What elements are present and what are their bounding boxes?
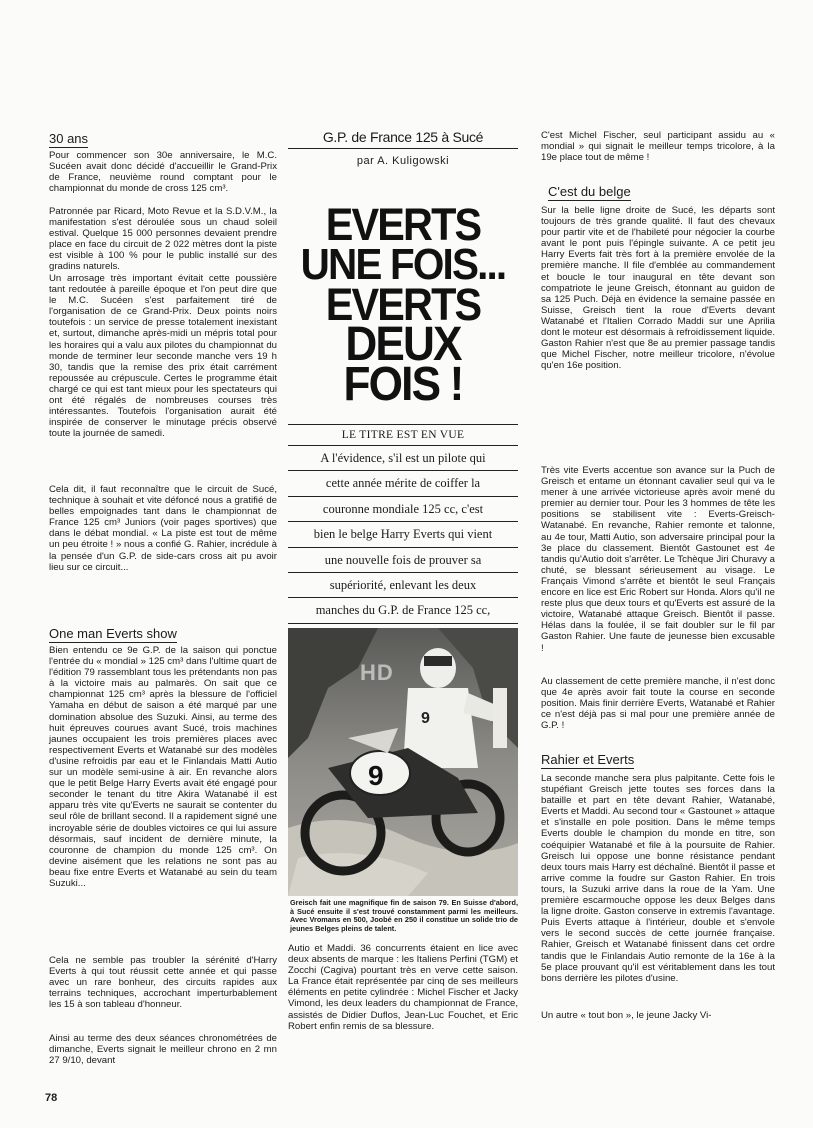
svg-text:9: 9 (368, 760, 384, 791)
lead-title: LE TITRE EST EN VUE (288, 424, 518, 445)
paragraph: Sur la belle ligne droite de Sucé, les départs sont toujours de très grande qualité. Il faut des chevaux pour partir vite et de l'habileté pour négocier la courbe avant le pont puis l'épingle suivante. A ce petit jeu Harry Everts fait très fort à la première envolée de la première manche. Il file d'emblée au commandement et boucle le tour inaugural en tête devant son compatriote le jeune Greisch, étonnant au guidon de sa 125 Puch. Déjà en évidence la semaine passée en Suisse, Greisch tient la roue d'Everts devant Watanabé et l'Italien Corrado Maddi sur une Aprilia dont le moteur est désormais à refroidissement liquide. Gaston Rahier n'est que 8e au premier passage tandis que Michel Fischer, notre meilleur tricolore, n'évolue qu'en 16e position. (541, 205, 775, 372)
lead-line: A l'évidence, s'il est un pilote qui (288, 445, 518, 470)
lead-line: manches du G.P. de France 125 cc, (288, 597, 518, 622)
paragraph: Autio et Maddi. 36 concurrents étaient en lice avec deux absents de marque : les Italiens Perfini (TGM) et Zocchi (Cagiva) pourtant très en verve cette saison. La France était représentée par cinq de ses meilleurs éléments en petite cylindrée : Michel Fischer et Jacky Vimond, les deux leaders du championnat de France, assistés de Didier Duflos, Jean-Luc Fouchet, et Eric Robert enfin remis de sa blessure. (288, 943, 518, 1032)
headline-line: EVERTS (325, 199, 481, 250)
paragraph: La seconde manche sera plus palpitante. Cette fois le stupéfiant Greisch jette toutes ses forces dans la bataille et part en tête devant Rahier, Watanabé, Everts et Maddi. Au second tour « Gastounet » attaque et s'installe en pole position. Dans le même temps Everts double le champion du monde en titre, son coéquipier Watanabé et file à la poursuite de Rahier. Greisch lui oppose une bonne résistance pendant deux tours mais Harry est déchaîné. Bientôt il passe et arrive comme la foudre sur Gaston Rahier. En trois tours, la Suzuki arrive dans la roue de la Yam. Une première escarmouche oppose les deux Belges dans la ligne droite. Gaston conserve in extremis l'avantage. Puis Everts attaque à l'intérieur, double et s'envole vers le second succès de cette journée française. Rahier, Greisch et Watanabé finissent dans cet ordre tandis que le Finlandais Autio remonte de la 16e à la 5e place prouvant qu'il est véritablement dans les tout bons derrière les pilotes d'usine. (541, 773, 775, 984)
photo-watermark: HD (360, 660, 394, 685)
photo-caption: Greisch fait une magnifique fin de saison 79. En Suisse d'abord, à Sucé ensuite il s'est trouvé constamment parmi les meilleurs. Avec Vromans en 500, Joobé en 250 il constitue un solide trio de jeunes Belges pleins de talent. (290, 898, 518, 933)
paragraph: Bien entendu ce 9e G.P. de la saison qui ponctue l'entrée du « mondial » 125 cm³ dans l'ultime quart de l'édition 79 rassemblant tous les prétendants non pas à la victoire mais au palmarès. On sait que ce championnat 125 cm³ après la blessure de l'officiel Yamaha en début de saison a été marqué par une domination absolue des Suzuki. Ainsi, au terme des huit épreuves courues avant Sucé, trois machines jaunes occupaient les trois premières places avec respectivement Everts et Watanabé sur des modèles d'usine refroidis par eau et le Finlandais Matti Autio sur un modèle semi-usine à air. En revanche alors que le petit Belge Harry Everts avait été engagé pour seconder le tenant du titre Akira Watanabé il est apparu très vite qu'Everts ne saurait se contenter du seul rôle de brillant second. Il a rapidement signé une incroyable série de doubles victoires ce qui lui assure désormais, sauf incident de dernière minute, la couronne de champion du monde 125 cm³. On devine aisément que les relations ne sont pas au beau fixe entre Everts et Watanabé au sein du team Suzuki... (49, 645, 277, 889)
section-title-cest-du-belge: C'est du belge (548, 184, 631, 199)
paragraph: Pour commencer son 30e anniversaire, le M.C. Sucéen avait donc décidé d'accueillir le Grand-Prix de France, neuvième round comptant pour le championnat du monde de cross 125 cm³. (49, 150, 277, 195)
lead-line: une nouvelle fois de prouver sa (288, 547, 518, 572)
paragraph: Un autre « tout bon », le jeune Jacky Vi- (541, 1010, 712, 1021)
paragraph: Un arrosage très important évitait cette poussière tant redoutée à pareille époque et l'on peut dire que le M.C. Sucéen s'est parfaitement tiré de l'organisation de ce Grand-Prix. Deux points noirs toutefois : un service de presse totalement inexistant et, surtout, dimanche après-midi un mépris total pour les horaires qui a valu aux pilotes du championnat du monde de terminer leur seconde manche vers 19 h 30, tandis que la remise des prix était carrément repoussée au crépuscule. Certes le programme était chargé ce qui est tant mieux pour les spectateurs qui ont été régalés de nombreuses courses très intéressantes. Toutefois l'organisation aurait été inspirée de conserver le minutage précis observé toute la journée de samedi. (49, 273, 277, 440)
article-byline: par A. Kuligowski (356, 155, 450, 167)
paragraph: Cela dit, il faut reconnaître que le circuit de Sucé, technique à souhait et vite défoncé nous a gratifié de belles empoignades tant dans le championnat de France 125 cm³ Juniors (voir pages sportives) que dans le débat mondial. « La piste est tout de même un peu étroite ! » nous a confié G. Rahier, incrédule à la pensée d'un G.P. de side-cars cross ait pu avoir lieu sur ce circuit... (49, 484, 277, 573)
headline-line: UNE FOIS... (300, 240, 506, 289)
lead-line: couronne mondiale 125 cc, c'est (288, 496, 518, 521)
lead-line: supériorité, enlevant les deux (288, 572, 518, 597)
page-number: 78 (45, 1092, 58, 1104)
paragraph: Ainsi au terme des deux séances chronométrées de dimanche, Everts signait le meilleur chrono en 2 mn 27 9/10, devant (49, 1033, 277, 1067)
motocross-rider-image (288, 628, 518, 896)
headline-line: EVERTS (325, 279, 481, 330)
lead-line: cette année mérite de coiffer la (288, 470, 518, 495)
paragraph: Très vite Everts accentue son avance sur la Puch de Greisch et entame un étonnant cavalier seul qui va le mener à une arrivée victorieuse après avoir mené du premier au dernier tour. Pour les 3 hommes de tête les positions se stabilisent vite : Everts-Greisch-Watanabé. En revanche, Rahier remonte et talonne, au 4e tour, Matti Autio, son adversaire principal pour la 3e place du classement. Bientôt Gastounet est 4e tandis qu'Autio doit s'arrêter. Le Tchèque Jiri Churavy a chuté, se blessant sérieusement au visage. Le Français Vimond s'arrête et bientôt le seul Français encore en lice est Eric Robert sur Honda. Alors qu'il ne reste plus que deux tours et qu'Everts est assuré de la victoire, Watanabé attaque Greisch. Bientôt il passe. Hélas dans la foulée, il se fait doubler sur le fil par Gaston Rahier. Une faute de jeunesse bien excusable ! (541, 465, 775, 654)
section-title-30-ans: 30 ans (49, 131, 89, 146)
svg-text:9: 9 (421, 710, 430, 727)
paragraph: Au classement de cette première manche, il n'est donc que 4e après avoir fait toute la course en seconde position. Mais finir derrière Everts, Watanabé et Rahier ce n'est déjà pas si mal pour une première année de G.P. ! (541, 676, 775, 732)
motocross-photo (288, 628, 518, 896)
headline (297, 199, 509, 411)
paragraph: Cela ne semble pas troubler la sérénité d'Harry Everts à qui tout réussit cette année et qui passe avec un rare bonheur, des circuits rapides aux terrains techniques, accrochant imperturbablement les 15 à son tableau d'honneur. (49, 955, 277, 1011)
article-title: G.P. de France 125 à Sucé (288, 129, 518, 149)
paragraph: C'est Michel Fischer, seul participant assidu au « mondial » qui signait le meilleur temps tricolore, à la 19e place tout de même ! (541, 130, 775, 164)
headline-line: DEUX FOIS ! (343, 318, 463, 411)
section-title-one-man-everts-show: One man Everts show (49, 626, 177, 641)
section-title-rahier-et-everts: Rahier et Everts (541, 752, 635, 767)
paragraph: Patronnée par Ricard, Moto Revue et la S.D.V.M., la manifestation s'est déroulée sous un chaud soleil estival. Quelque 15 000 personnes devaient prendre place en face du circuit de 2 022 mètres dont la piste est visible à 100 % pour le public installé sur des gradins naturels. (49, 206, 277, 273)
lead-line: bien le belge Harry Everts qui vient (288, 521, 518, 546)
